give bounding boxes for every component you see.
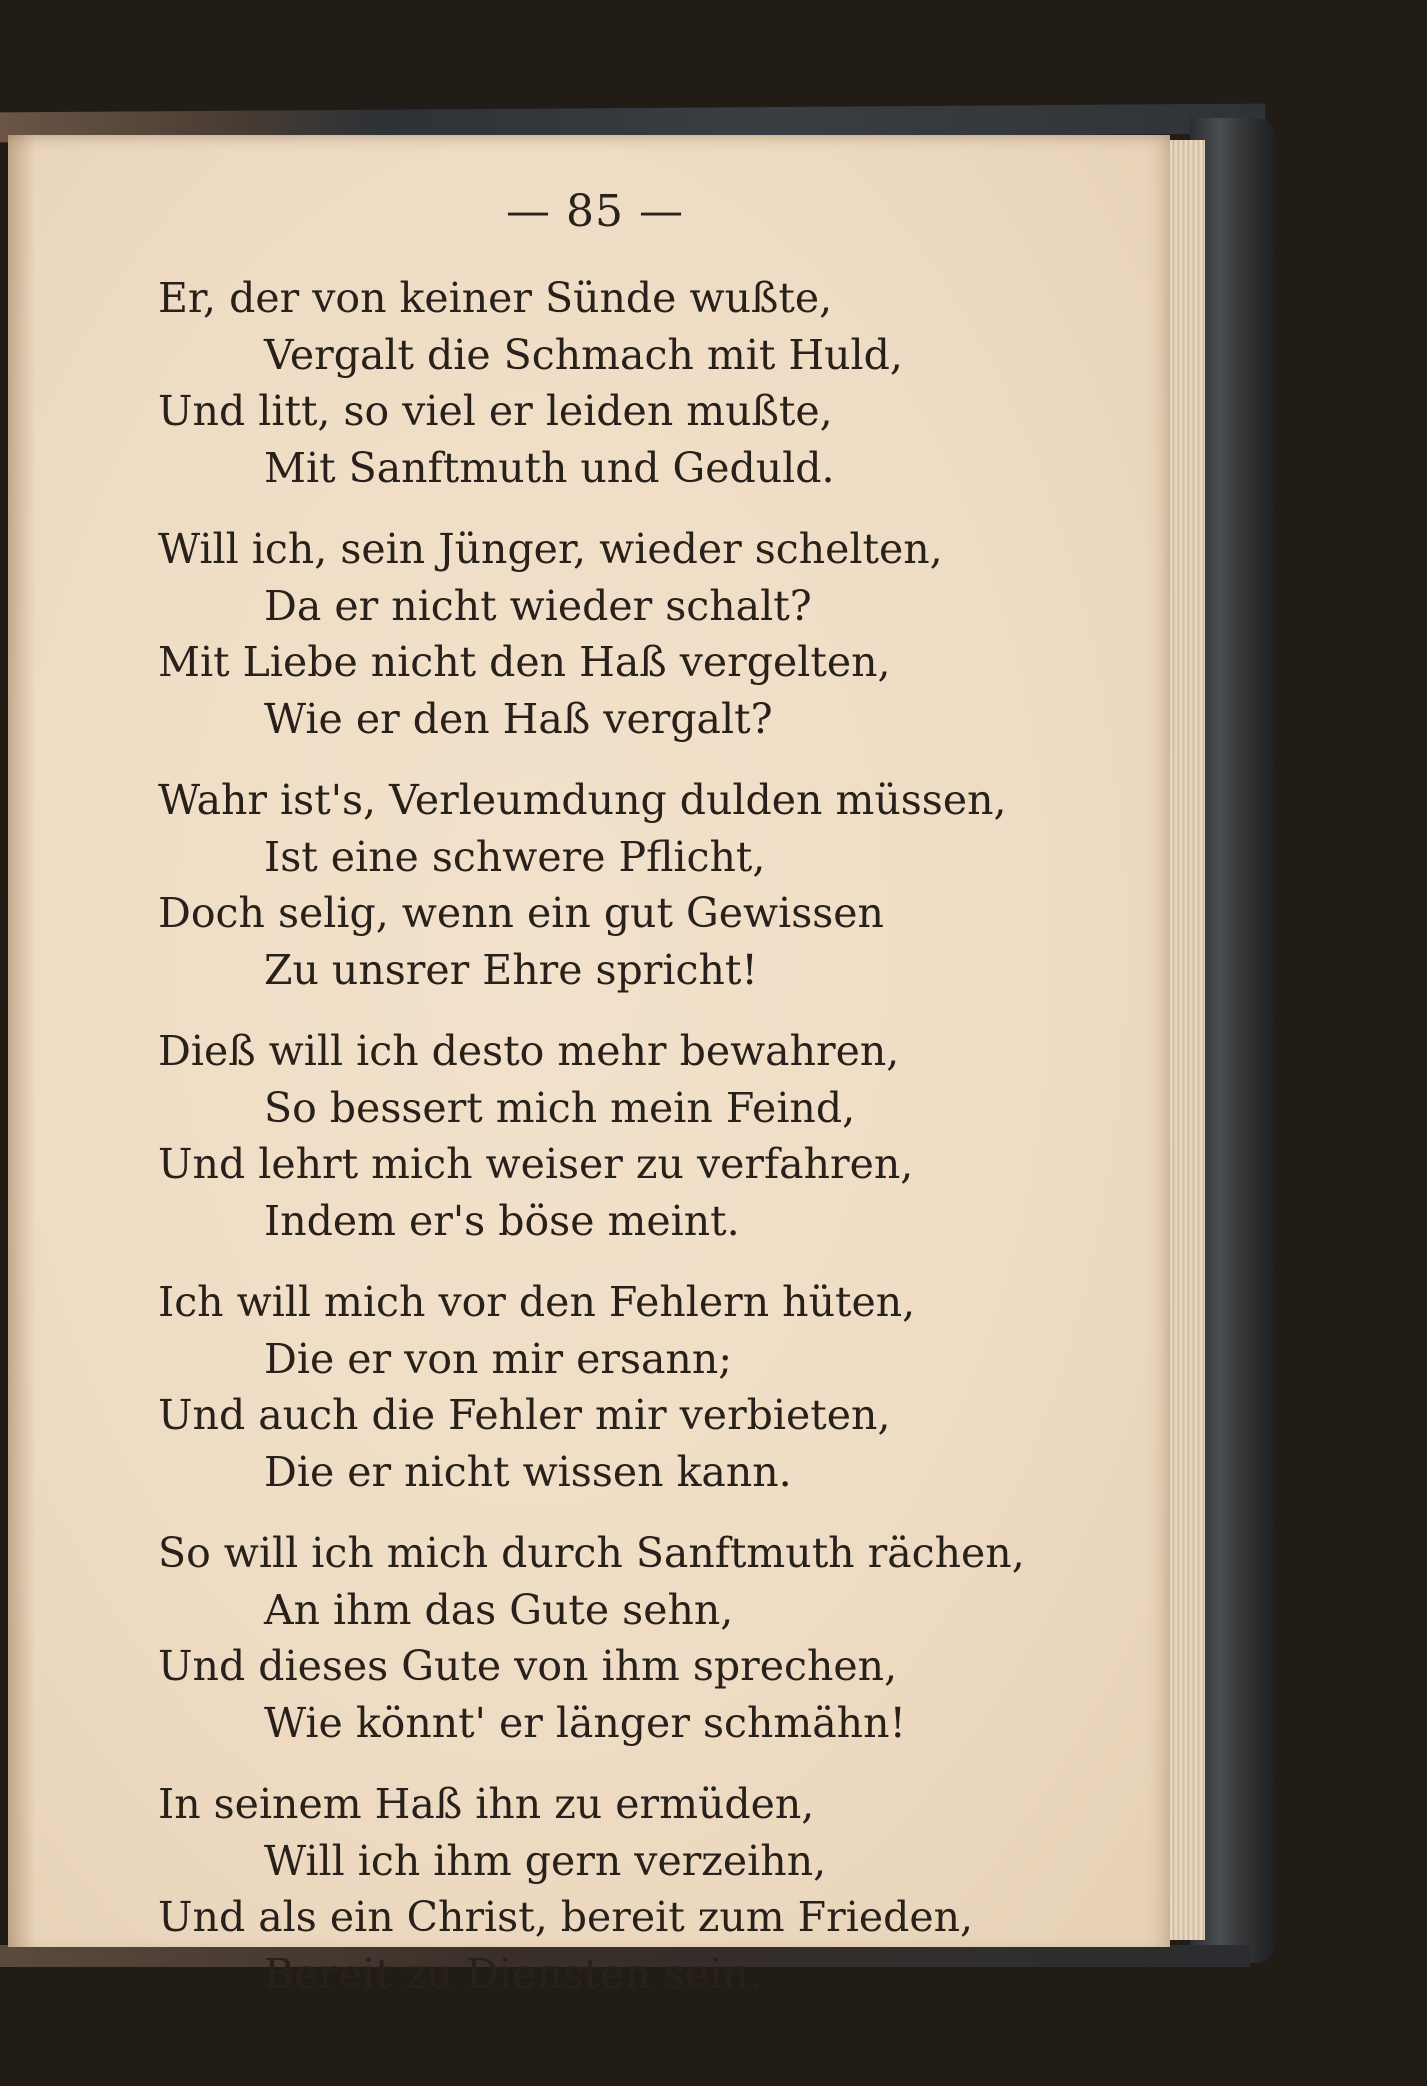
verse-line: Ist eine schwere Pflicht, — [264, 832, 766, 881]
verse-line: Wahr ist's, Verleumdung dulden müssen, — [158, 776, 1007, 824]
verse-line: Und lehrt mich weiser zu verfahren, — [158, 1140, 914, 1188]
verse-line: Und dieses Gute von ihm sprechen, — [158, 1642, 898, 1690]
verse-line: Die er nicht wissen kann. — [264, 1447, 792, 1496]
page-number: — 85 — — [506, 186, 684, 237]
verse-line: Wie könnt' er länger schmähn! — [264, 1698, 906, 1747]
verse-line: So bessert mich mein Feind, — [264, 1083, 856, 1132]
verse-line: Will ich ihm gern verzeihn, — [264, 1836, 827, 1885]
verse-line: Bereit zu Diensten sein. — [264, 1949, 762, 1998]
verse-line: Indem er's böse meint. — [264, 1196, 740, 1245]
verse-line: Und als ein Christ, bereit zum Frieden, — [158, 1893, 974, 1941]
spine-shadow — [8, 135, 36, 1947]
verse-line: Dieß will ich desto mehr bewahren, — [158, 1027, 900, 1075]
verse-line: An ihm das Gute sehn, — [264, 1585, 734, 1634]
verse-line: Zu unsrer Ehre spricht! — [264, 945, 758, 994]
verse-line: Mit Sanftmuth und Geduld. — [264, 443, 835, 492]
page-block-edges — [1165, 140, 1205, 1940]
verse-line: Da er nicht wieder schalt? — [264, 581, 812, 630]
verse-line: Will ich, sein Jünger, wieder schelten, — [158, 525, 943, 573]
verse-line: Doch selig, wenn ein gut Gewissen — [158, 889, 884, 937]
verse-line: Mit Liebe nicht den Haß vergelten, — [158, 638, 891, 686]
stanza — [158, 1023, 1118, 1249]
stanza — [158, 270, 1118, 496]
verse-line: Und auch die Fehler mir verbieten, — [158, 1391, 891, 1439]
stanza — [158, 1776, 1118, 2002]
verse-line: Die er von mir ersann; — [264, 1334, 733, 1383]
stanza — [158, 772, 1118, 998]
stanza — [158, 1274, 1118, 1500]
verse-line: Wie er den Haß vergalt? — [264, 694, 773, 743]
verse-line: Er, der von keiner Sünde wußte, — [158, 274, 833, 322]
verse-line: Ich will mich vor den Fehlern hüten, — [158, 1278, 916, 1326]
verse-line: So will ich mich durch Sanftmuth rächen, — [158, 1529, 1025, 1577]
verse-line: In seinem Haß ihn zu ermüden, — [158, 1780, 815, 1828]
verse-line: Und litt, so viel er leiden mußte, — [158, 387, 833, 435]
stanza — [158, 521, 1118, 747]
stanza — [158, 1525, 1118, 1751]
verse-line: Vergalt die Schmach mit Huld, — [264, 330, 903, 379]
poem-text — [158, 270, 1118, 2027]
